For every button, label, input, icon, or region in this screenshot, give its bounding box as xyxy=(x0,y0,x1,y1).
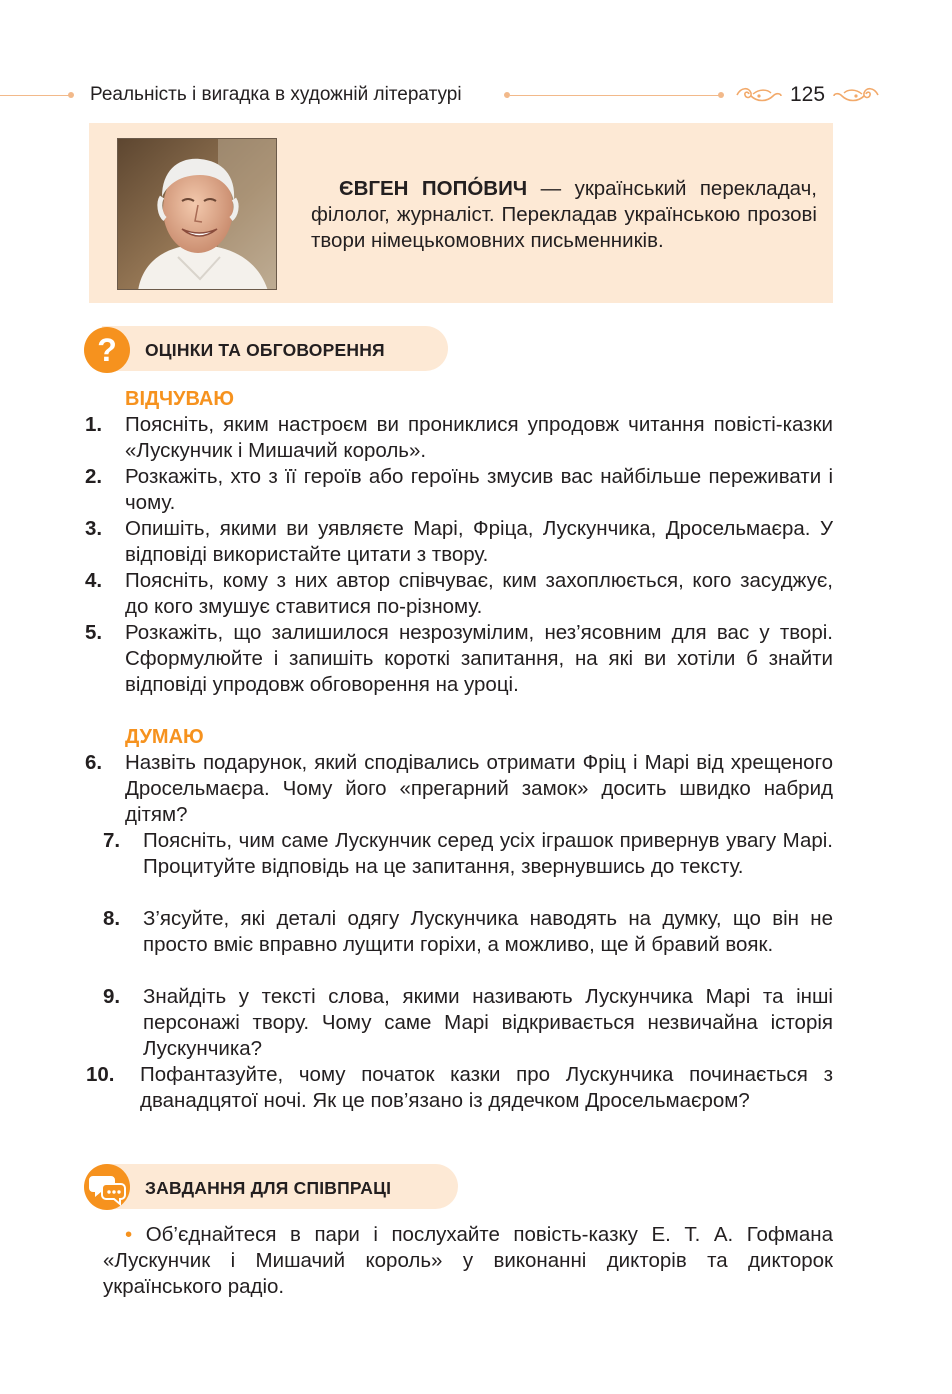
question-number: 5. xyxy=(85,621,103,644)
question-number: 7. xyxy=(103,829,121,852)
subheading-think: ДУМАЮ xyxy=(125,726,204,748)
question-number: 6. xyxy=(85,751,103,774)
question-text: Назвіть подарунок, який сподівались отримати Фріц і Марі від хрещеного Дросельмаєра. Чому його «прегарний замок» досить швидко набрид дітям? xyxy=(125,751,833,826)
running-title: Реальність і вигадка в художній літературі xyxy=(90,84,462,105)
question-item xyxy=(103,906,833,958)
question-item xyxy=(85,516,833,568)
question-item xyxy=(85,412,833,464)
question-number: 10. xyxy=(86,1063,115,1086)
author-description xyxy=(311,176,817,254)
author-name: ЄВГЕН ПОПО́ВИЧ xyxy=(339,177,528,200)
question-icon xyxy=(84,327,130,373)
speech-bubbles-icon xyxy=(84,1164,130,1210)
author-bio: — український перекладач, філолог, журналіст. Перекладав українською прозові твори німецькомовних письменників. xyxy=(311,177,817,252)
cooperation-text: Об’єднайтеся в пари і послухайте повість-казку Е. Т. А. Гофмана «Лускунчик і Мишачий король» у виконанні дикторів та дикторок українського радіо. xyxy=(103,1223,833,1298)
question-text: Поясніть, яким настроєм ви прониклися упродовж читання повісті-казки «Лускунчик і Мишачий король». xyxy=(125,413,833,462)
question-number: 1. xyxy=(85,413,103,436)
section-title-discussion: ОЦІНКИ ТА ОБГОВОРЕННЯ xyxy=(145,340,385,360)
ornament-swirl-icon xyxy=(832,84,880,106)
question-glyph: ? xyxy=(97,332,117,368)
question-item xyxy=(86,1062,833,1114)
question-number: 9. xyxy=(103,985,121,1008)
header-rule-dot xyxy=(718,92,724,98)
question-number: 8. xyxy=(103,907,121,930)
subheading-feel: ВІДЧУВАЮ xyxy=(125,388,234,410)
question-text: Опишіть, якими ви уявляєте Марі, Фріца, Лускунчика, Дросельмаєра. У відповіді використайте цитати з твору. xyxy=(125,517,833,566)
question-item xyxy=(85,464,833,516)
question-text: Пофантазуйте, чому початок казки про Лускунчика починається з дванадцятої ночі. Як це пов’язано із дядечком Дросельмаєром? xyxy=(140,1063,833,1112)
question-item xyxy=(103,828,833,880)
header-rule-dot xyxy=(68,92,74,98)
question-item xyxy=(85,750,833,828)
header-rule-middle xyxy=(510,95,720,96)
question-number: 3. xyxy=(85,517,103,540)
question-text: Поясніть, чим саме Лускунчик серед усіх іграшок привернув увагу Марі. Процитуйте відповідь на це запитання, звернувшись до тексту. xyxy=(143,829,833,878)
question-text: Розкажіть, що залишилося незрозумілим, нез’ясовним для вас у творі. Сформулюйте і запишіть короткі запитання, на які ви хотіли б знайти відповіді упродовж обговорення на уроці. xyxy=(125,621,833,696)
bullet: • xyxy=(125,1223,133,1246)
section-title-cooperation: ЗАВДАННЯ ДЛЯ СПІВПРАЦІ xyxy=(145,1178,392,1198)
page-number: 125 xyxy=(790,83,826,106)
ornament-swirl-icon xyxy=(735,84,783,106)
question-item xyxy=(85,620,833,698)
question-text: Знайдіть у тексті слова, якими називають Лускунчика Марі та інші персонажі твору. Чому саме Марі відкривається незвичайна історія Лускунчика? xyxy=(143,985,833,1060)
author-info-box xyxy=(89,123,833,303)
question-text: З’ясуйте, які деталі одягу Лускунчика наводять на думку, що він не просто вміє вправно лущити горіхи, а можливо, ще й бравий вояк. xyxy=(143,907,833,956)
author-photo xyxy=(117,138,277,290)
cooperation-task xyxy=(103,1222,833,1300)
question-item xyxy=(85,568,833,620)
question-text: Розкажіть, хто з її героїв або героїнь змусив вас найбільше переживати і чому. xyxy=(125,465,833,514)
question-text: Поясніть, кому з них автор співчуває, ким захоплюється, кого засуджує, до кого змушує ставитися по-різному. xyxy=(125,569,833,618)
header-rule-left xyxy=(0,95,72,96)
question-item xyxy=(103,984,833,1062)
question-number: 4. xyxy=(85,569,103,592)
question-number: 2. xyxy=(85,465,103,488)
